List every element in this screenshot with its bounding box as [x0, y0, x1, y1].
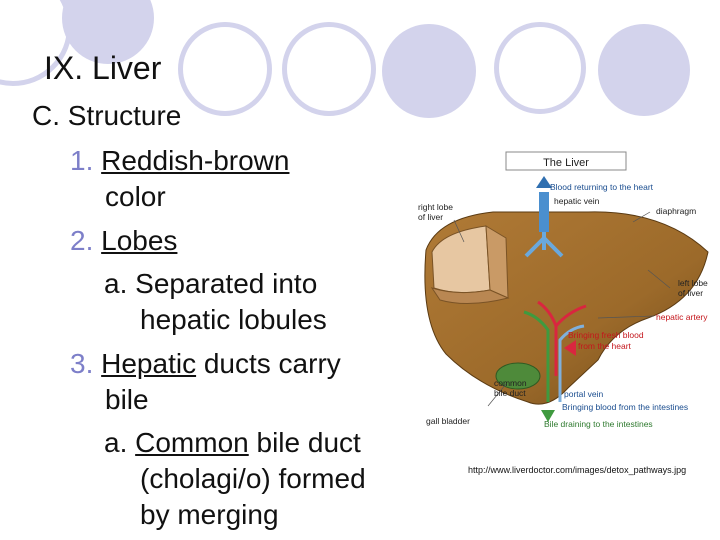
- outline-item-2: [70, 225, 177, 257]
- label-hepatic-vein: hepatic vein: [554, 196, 600, 206]
- label-fresh-blood-2: from the heart: [578, 341, 631, 351]
- subitem-letter: a.: [104, 268, 128, 299]
- outline-item-1-cont: color: [105, 181, 166, 212]
- label-left-lobe: left lobe: [678, 278, 708, 288]
- slide-title: IX. Liver: [44, 50, 162, 86]
- label-right-lobe: right lobe: [418, 202, 453, 212]
- subitem-letter: a.: [104, 427, 128, 458]
- outline-subitem-3a-cont2: by merging: [140, 499, 279, 530]
- decorative-circle: [494, 22, 586, 114]
- outline-subitem-2a-cont: hepatic lobules: [140, 304, 327, 335]
- outline-subitem-2a: [104, 268, 317, 300]
- subitem-text: bile duct: [248, 427, 361, 458]
- subitem-text: Separated into: [135, 268, 318, 299]
- outline-item-1: [70, 145, 289, 177]
- decorative-circle: [382, 24, 476, 118]
- label-common-bile-duct-2: bile duct: [494, 388, 526, 398]
- item-key-term: Reddish-brown: [101, 145, 290, 176]
- item-number: 3.: [70, 348, 94, 379]
- item-key-term: Hepatic: [101, 348, 197, 379]
- item-number: 1.: [70, 145, 94, 176]
- label-diaphragm: diaphragm: [656, 206, 697, 216]
- label-blood-returning: Blood returning to the heart: [550, 182, 654, 192]
- hepatic-vein: [539, 192, 549, 232]
- subitem-key-term: Common: [135, 427, 249, 458]
- outline-subitem-3a: [104, 427, 361, 459]
- decorative-circle: [178, 22, 272, 116]
- label-fresh-blood: Bringing fresh blood: [568, 330, 644, 340]
- label-common-bile-duct: common: [494, 378, 527, 388]
- item-number: 2.: [70, 225, 94, 256]
- item-key-term: Lobes: [101, 225, 178, 256]
- outline-item-3-cont: bile: [105, 384, 149, 415]
- label-hepatic-artery: hepatic artery: [656, 312, 708, 322]
- outline-item-3: [70, 348, 341, 380]
- label-portal-vein: portal vein: [564, 389, 604, 399]
- decorative-circle: [598, 24, 690, 116]
- item-text: ducts carry: [196, 348, 341, 379]
- decorative-circle: [282, 22, 376, 116]
- diagram-title: The Liver: [543, 157, 589, 169]
- label-left-lobe-2: of liver: [678, 288, 704, 298]
- image-source-caption: http://www.liverdoctor.com/images/detox_pathways.jpg: [468, 465, 687, 475]
- outline-subitem-3a-cont1: (cholagi/o) formed: [140, 463, 366, 494]
- label-right-lobe-2: of liver: [418, 212, 444, 222]
- section-heading: C. Structure: [32, 100, 182, 131]
- label-bile-draining: Bile draining to the intestines: [544, 419, 653, 429]
- label-from-intestines: Bringing blood from the intestines: [562, 402, 689, 412]
- label-gall-bladder: gall bladder: [426, 416, 470, 426]
- liver-diagram: [398, 140, 718, 440]
